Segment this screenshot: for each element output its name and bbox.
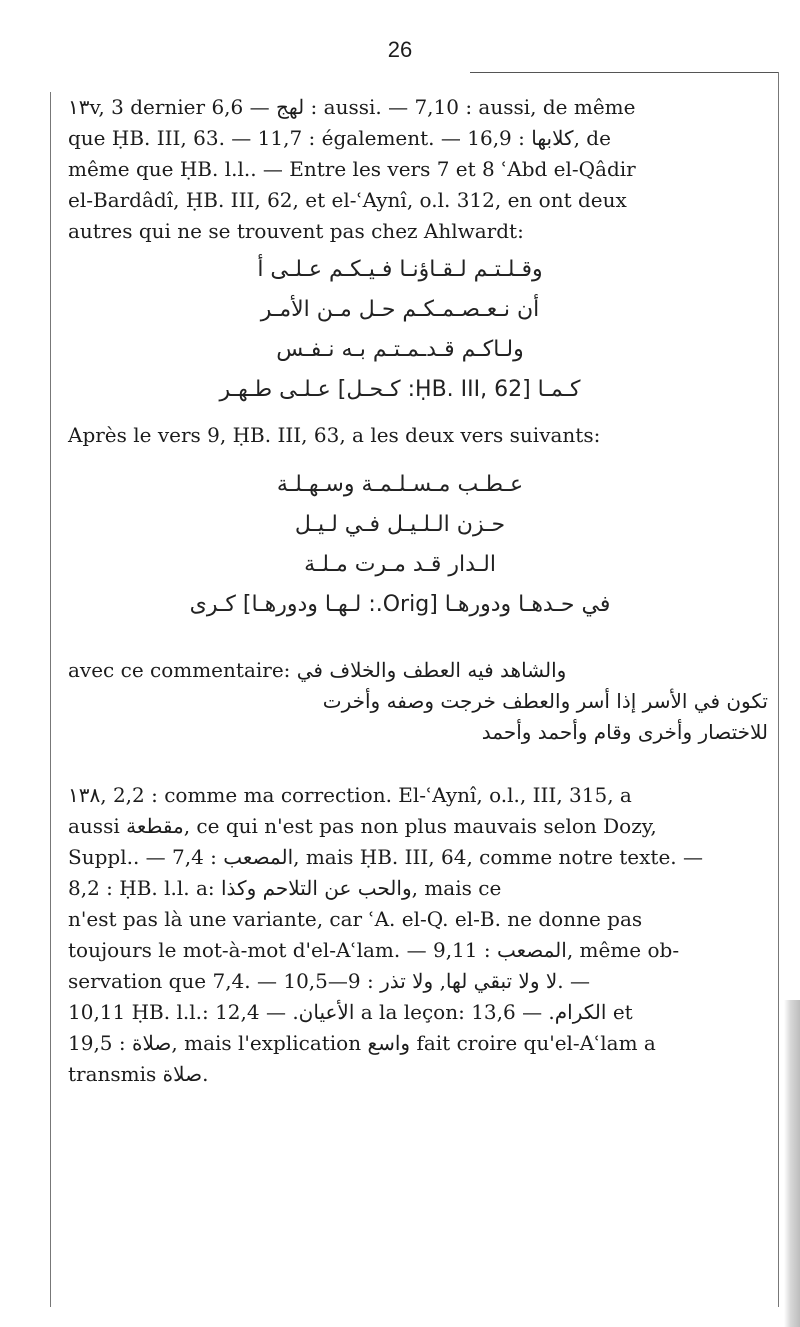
text-line: toujours le mot-à-mot d'el-Aʿlam. — 9,11 : المصعب, même ob- [68,938,680,962]
text-line: 19,5 : صلاة, mais l'explication واسع fait croire qu'el-Aʿlam a [68,1031,656,1055]
scan-edge-shadow [784,1000,800,1327]
text-line: Après le vers 9, ḤB. III, 63, a les deux vers suivants: [68,423,601,447]
text-line: el-Bardâdî, ḤB. III, 62, et el-ʿAynî, o.l. 312, en ont deux [68,188,627,212]
text-line: autres qui ne se trouvent pas chez Ahlwardt: [68,219,524,243]
arabic-text-line: تكون في الأسر إذا أسر والعطف خرجت وصفه وأخرت [322,689,768,713]
arabic-verse-block-2 [0,465,800,625]
footnote-paragraph-3 [68,655,768,748]
verse-line: وقـلـتـم لـقـاؤنـا فـيـكـم عـلـى أ [257,257,543,282]
text-line: servation que 7,4. — 10,5—9 : لا ولا تبقي لها, ولا تذر. — [68,969,590,993]
arabic-text-line: للاختصار وأخرى وقام وأحمد وأحمد [481,720,768,744]
text-line: aussi مقطعة, ce qui n'est pas non plus mauvais selon Dozy, [68,814,657,838]
page-number: 26 [387,37,413,62]
verse-line: كـمـا [ḤB. III, 62: كـحـل] عـلـى طـهـر [219,377,581,402]
verse-line: ولـاكـم قـدـمـتـم بـه نـفـس [276,337,524,362]
text-line: 8,2 : ḤB. l.l. a: والحب عن التلاحم وكذا, mais ce [68,876,502,900]
text-line: n'est pas là une variante, car ʿA. el-Q. el-B. ne donne pas [68,907,643,931]
verse-line: أن نـعـصـمـكـم حـل مـن الأمـر [260,297,540,322]
footnote-paragraph-4 [68,780,768,1090]
text-line: même que ḤB. l.l.. — Entre les vers 7 et 8 ʿAbd el-Qâdir [68,157,636,181]
top-rule [470,72,778,73]
text-line: transmis صلاة. [68,1062,209,1086]
verse-line: حـزن الـلـيـل فـي لـيـل [294,512,506,537]
arabic-verse-block-1 [0,250,800,410]
text-line: Suppl.. — 7,4 : المصعب, mais ḤB. III, 64, comme notre texte. — [68,845,703,869]
text-line: ۱۳۸, 2,2 : comme ma correction. El-ʿAynî, o.l., III, 315, a [68,783,632,807]
verse-line: الـدار قـد مـرت مـلـة [304,552,496,577]
text-line: 10,11 ḤB. l.l.: الأعيان. — 12,4 a la leçon: الكرام. — 13,6 et [68,1000,633,1024]
footnote-paragraph-1 [68,92,768,247]
footnote-paragraph-2 [68,420,768,451]
verse-line: عـطـب مـسـلـمـة وسـهـلـة [276,472,524,497]
text-line: ۱۳v, 3 dernier لهج — 6,6 : aussi. — 7,10 : aussi, de même [68,95,636,119]
text-line: avec ce commentaire: والشاهد فيه العطف والخلاف في [68,658,567,682]
text-line: que ḤB. III, 63. — 11,7 : également. — 16,9 : كلابها, de [68,126,611,150]
verse-line: في حـدهـا ودورهـا [Orig.: لـهـا ودورهـا] كـرى [189,592,611,617]
